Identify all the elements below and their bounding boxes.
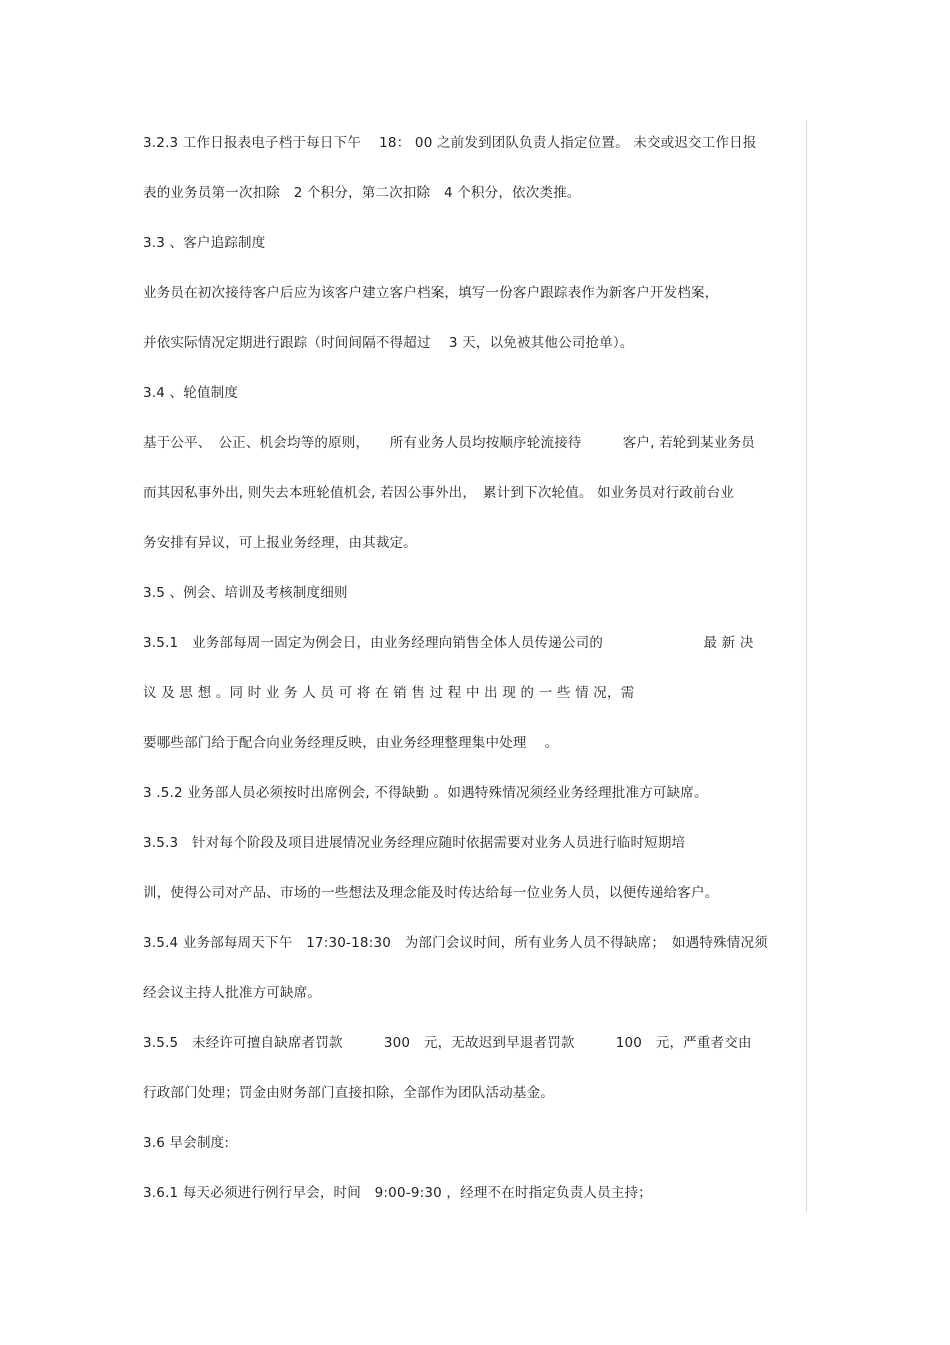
text-line: 3.6.1 每天必须进行例行早会，时间 9:00-9:30 ，经理不在时指定负责人员主持； <box>143 1185 652 1201</box>
text-line: 3.5.4 业务部每周天下午 17:30-18:30 为部门会议时间，所有业务人员不得缺席； 如遇特殊情况须 <box>143 935 768 951</box>
document-body <box>143 0 811 1345</box>
text-line: 业务员在初次接待客户后应为该客户建立客户档案，填写一份客户跟踪表作为新客户开发档案， <box>143 285 719 301</box>
text-line: 并依实际情况定期进行跟踪（时间间隔不得超过 3 天，以免被其他公司抢单）。 <box>143 335 634 351</box>
section-heading: 3.3 、客户追踪制度 <box>143 235 266 251</box>
section-heading: 3.5 、例会、培训及考核制度细则 <box>143 585 348 601</box>
text-line: 3.5.5 未经许可擅自缺席者罚款 300 元，无故迟到早退者罚款 100 元，严重者交由 <box>143 1035 752 1051</box>
text-line: 训，使得公司对产品、市场的一些想法及理念能及时传达给每一位业务人员，以便传递给客户。 <box>143 885 719 901</box>
text-line: 经会议主持人批准方可缺席。 <box>143 985 322 1001</box>
text-line: 要哪些部门给于配合向业务经理反映，由业务经理整理集中处理 。 <box>143 735 559 751</box>
text-line: 议 及 思 想 。同 时 业 务 人 员 可 将 在 销 售 过 程 中 出 现 的 一 些 情 况，需 <box>143 685 635 701</box>
section-heading: 3.6 早会制度: <box>143 1135 230 1151</box>
text-line: 3 .5.2 业务部人员必须按时出席例会, 不得缺勤 。如遇特殊情况须经业务经理批准方可缺席。 <box>143 785 708 801</box>
text-line: 3.5.1 业务部每周一固定为例会日，由业务经理向销售全体人员传递公司的 最 新 决 <box>143 635 754 651</box>
section-heading: 3.4 、轮值制度 <box>143 385 239 401</box>
text-line: 行政部门处理；罚金由财务部门直接扣除，全部作为团队活动基金。 <box>143 1085 554 1101</box>
text-line: 而其因私事外出, 则失去本班轮值机会, 若因公事外出， 累计到下次轮值。 如业务员对行政前台业 <box>143 485 735 501</box>
text-line: 3.2.3 工作日报表电子档于每日下午 18： 00 之前发到团队负责人指定位置。 未交或迟交工作日报 <box>143 135 757 151</box>
text-line: 3.5.3 针对每个阶段及项目进展情况业务经理应随时依据需要对业务人员进行临时短期培 <box>143 835 686 851</box>
text-line: 表的业务员第一次扣除 2 个积分，第二次扣除 4 个积分，依次类推。 <box>143 185 581 201</box>
text-line: 务安排有异议，可上报业务经理，由其裁定。 <box>143 535 417 551</box>
text-line: 基于公平、 公正、机会均等的原则， 所有业务人员均按顺序轮流接待 客户, 若轮到某业务员 <box>143 435 755 451</box>
